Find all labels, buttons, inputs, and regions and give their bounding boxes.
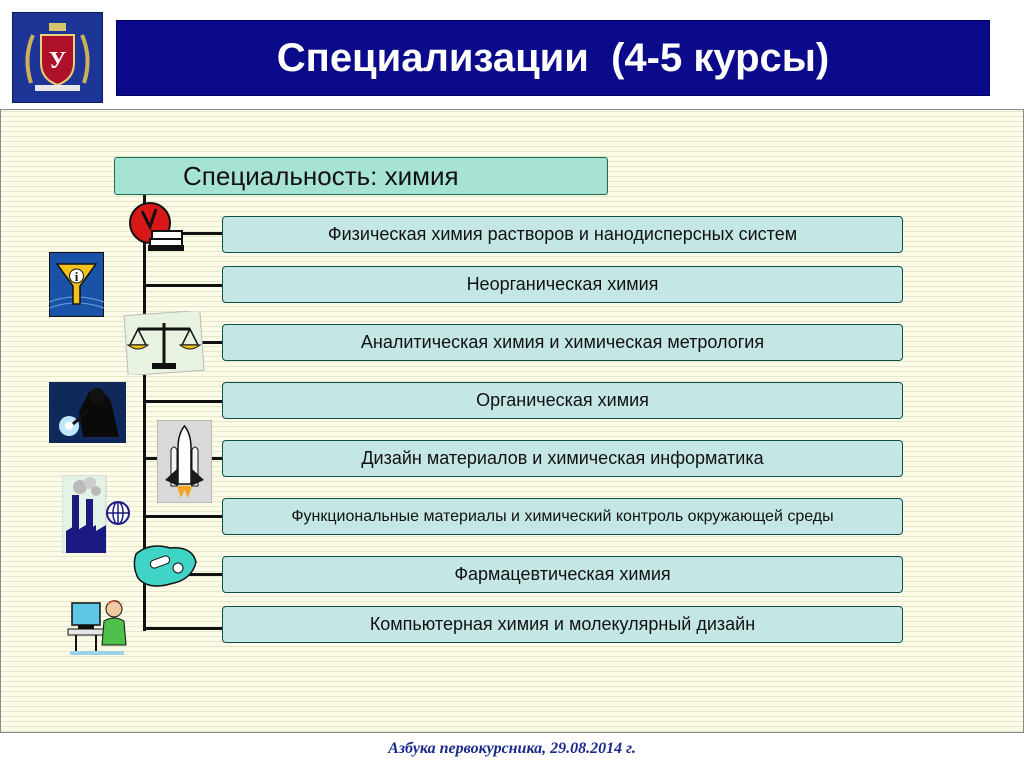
footer-text: Азбука первокурсника, 29.08.2014 г. [388,740,636,757]
university-crest-icon [12,12,103,103]
specialization-item: Физическая химия растворов и нанодисперсных систем [222,216,903,253]
specialization-item: Функциональные материалы и химический контроль окружающей среды [222,498,903,535]
specialization-item: Неорганическая химия [222,266,903,303]
svg-text:i: i [74,269,79,284]
scales-icon [122,311,206,380]
funnel-info-icon [49,252,104,322]
connector-line [145,284,223,287]
connector-line [145,515,223,518]
logo-letter: У [48,48,67,74]
specialization-item: Органическая химия [222,382,903,419]
factory-globe-icon [62,475,132,558]
welder-icon [49,382,126,448]
specialty-root-box: Специальность: химия [114,157,608,195]
specialization-item: Компьютерная химия и молекулярный дизайн [222,606,903,643]
specialization-item: Аналитическая химия и химическая метрология [222,324,903,361]
page-title: Специализации (4-5 курсы) [276,35,830,80]
specialization-item: Дизайн материалов и химическая информатика [222,440,903,477]
chemistry-flask-books-icon [128,201,186,258]
connector-line [145,400,223,403]
connector-line [145,627,223,630]
computer-user-icon [66,595,128,662]
title-bar [116,20,990,96]
specialization-item: Фармацевтическая химия [222,556,903,593]
space-shuttle-icon [157,420,212,508]
pills-icon [130,540,200,597]
